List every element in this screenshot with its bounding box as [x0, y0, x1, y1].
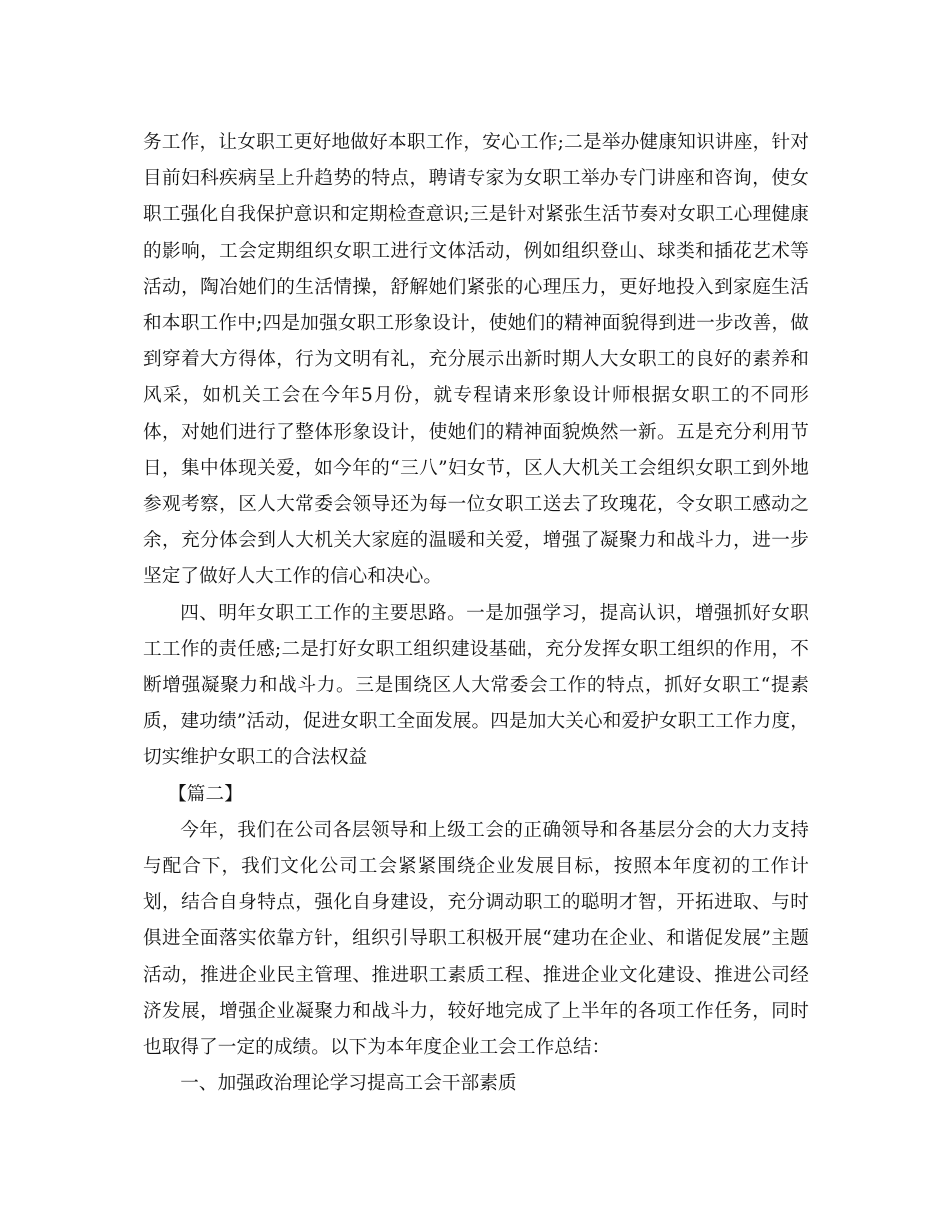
- body-paragraph-next-year-plan: 四、明年女职工工作的主要思路。一是加强学习，提高认识，增强抓好女职工工作的责任感;二是打好女职工组织建设基础，充分发挥女职工组织的作用，不断增强凝聚力和战斗力。三是围绕区人大常委会工作的特点，抓好女职工“提素质，建功绩”活动，促进女职工全面发展。四是加大关心和爱护女职工工作力度，切实维护女职工的合法权益: [143, 602, 809, 769]
- section-heading-part-two: 【篇二】: [168, 783, 243, 805]
- section-heading-political-study: 一、加强政治理论学习提高工会干部素质: [180, 1073, 517, 1095]
- body-paragraph-annual-summary-intro: 今年，我们在公司各层领导和上级工会的正确领导和各基层分会的大力支持与配合下，我们文化公司工会紧紧围绕企业发展目标，按照本年度初的工作计划，结合自身特点，强化自身建设，充分调动职工的聪明才智，开拓进取、与时俱进全面落实依靠方针，组织引导职工积极开展“建功在企业、和谐促发展”主题活动，推进企业民主管理、推进职工素质工程、推进企业文化建设、推进公司经济发展，增强企业凝聚力和战斗力，较好地完成了上半年的各项工作任务，同时也取得了一定的成绩。以下为本年度企业工会工作总结：: [143, 819, 809, 1059]
- document-body: [143, 125, 809, 1102]
- body-paragraph-women-workers-activities: 务工作，让女职工更好地做好本职工作，安心工作;二是举办健康知识讲座，针对目前妇科疾病呈上升趋势的特点，聘请专家为女职工举办专门讲座和咨询，使女职工强化自我保护意识和定期检查意识;三是针对紧张生活节奏对女职工心理健康的影响，工会定期组织女职工进行文体活动，例如组织登山、球类和插花艺术等活动，陶冶她们的生活情操，舒解她们紧张的心理压力，更好地投入到家庭生活和本职工作中;四是加强女职工形象设计，使她们的精神面貌得到进一步改善，做到穿着大方得体，行为文明有礼，充分展示出新时期人大女职工的良好的素养和风采，如机关工会在今年5月份，就专程请来形象设计师根据女职工的不同形体，对她们进行了整体形象设计，使她们的精神面貌焕然一新。五是充分利用节日，集中体现关爱，如今年的“三八”妇女节，区人大机关工会组织女职工到外地参观考察，区人大常委会领导还为每一位女职工送去了玫瑰花，令女职工感动之余，充分体会到人大机关大家庭的温暖和关爱，增强了凝聚力和战斗力，进一步坚定了做好人大工作的信心和决心。: [143, 132, 809, 588]
